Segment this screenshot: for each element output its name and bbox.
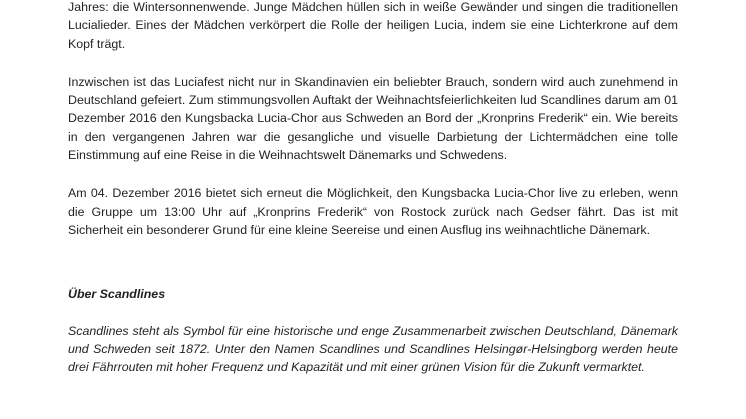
section-spacer bbox=[68, 259, 678, 285]
paragraph-about-scandlines: Scandlines steht als Symbol für eine historische und enge Zusammenarbeit zwischen Deutschland, Dänemark und Schweden seit 1872. Unter den Namen Scandlines und Scandlines Helsingør-Helsingborg werden heute drei Fährrouten mit hoher Frequenz und Kapazität und mit einer grünen Vision für die Zukunft vermarktet. bbox=[68, 323, 678, 375]
paragraph-continuation: Jahres: die Wintersonnenwende. Junge Mädchen hüllen sich in weiße Gewänder und singen die traditionellen Lucialieder. Eines der Mädchen verkörpert die Rolle der heiligen Lucia, indem sie eine Lichterkrone auf dem Kopf trägt. bbox=[68, 0, 678, 51]
paragraph-luciafest-germany: Inzwischen ist das Luciafest nicht nur in Skandinavien ein beliebter Brauch, sondern wird auch zunehmend in Deutschland gefeiert. Zum stimmungsvollen Auftakt der Weihnachtsfeierlichkeiten lud Scandlines darum am 01 Dezember 2016 den Kungsbacka Lucia-Chor aus Schweden an Bord der „Kronprins Frederik“ ein. Wie bereits in den vergangenen Jahren war die gesangliche und visuelle Darbietung der Lichtermädchen eine tolle Einstimmung auf eine Reise in die Weihnachtswelt Dänemarks und Schwedens. bbox=[68, 74, 678, 163]
section-heading-about-scandlines: Über Scandlines bbox=[68, 287, 166, 302]
document-body bbox=[68, 0, 678, 376]
paragraph-december-event: Am 04. Dezember 2016 bietet sich erneut die Möglichkeit, den Kungsbacka Lucia-Chor live zu erleben, wenn die Gruppe um 13:00 Uhr auf „Kronprins Frederik“ von Rostock zurück nach Gedser fährt. Das ist mit Sicherheit ein besonderer Grund für eine kleine Seereise und einen Ausflug ins weihnachtliche Dänemark. bbox=[68, 186, 678, 237]
